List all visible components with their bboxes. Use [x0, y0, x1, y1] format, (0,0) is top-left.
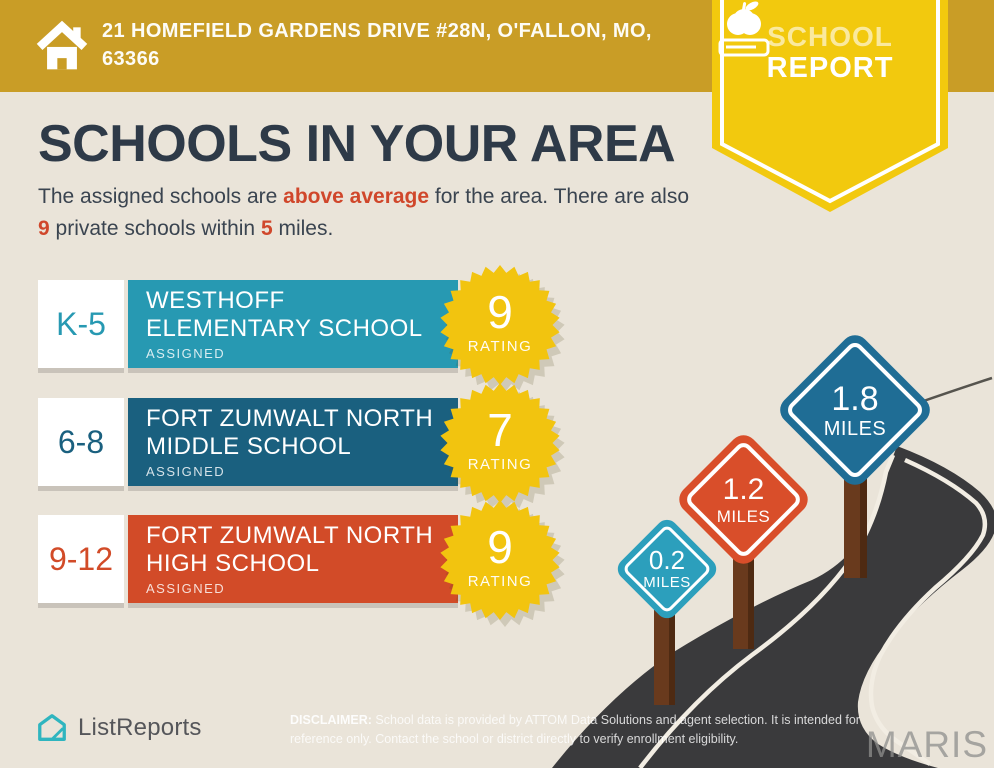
- rating-label: RATING: [467, 573, 533, 590]
- sign-post-1-8: [844, 476, 867, 578]
- school-bar: [128, 515, 458, 603]
- sign-post-1-2: [733, 554, 754, 649]
- assigned-label: ASSIGNED: [146, 581, 226, 597]
- school-name-line2: ELEMENTARY SCHOOL: [146, 314, 423, 342]
- disclaimer-label: DISCLAIMER:: [290, 713, 372, 727]
- listreports-wordmark: ListReports: [78, 714, 202, 741]
- distance-sign-1-2-miles: [694, 450, 793, 549]
- school-name-line2: HIGH SCHOOL: [146, 549, 320, 577]
- disclaimer-body: School data is provided by ATTOM Data Solutions and agent selection. It is intended for reference only. Contact the school or district directly to verify enrollment eligibility.: [290, 713, 860, 746]
- sign-distance: 1.8: [831, 379, 879, 418]
- ribbon-school-label: SCHOOL: [767, 21, 893, 52]
- rating-value: 9: [487, 286, 513, 338]
- rating-label: RATING: [467, 456, 533, 473]
- disclaimer-text: [290, 711, 875, 749]
- subtitle-accent-text: 5: [260, 216, 273, 240]
- apple-book-icon: [712, 0, 776, 62]
- rating-label: RATING: [467, 338, 533, 355]
- sign-distance: 1.2: [722, 473, 765, 507]
- ribbon-report-label: REPORT: [766, 51, 894, 84]
- school-report-ribbon: [712, 0, 948, 222]
- subtitle-text: for the area. There are also: [429, 185, 690, 208]
- sign-unit: MILES: [716, 506, 771, 526]
- sign-unit: MILES: [823, 417, 887, 440]
- listreports-brand: [36, 712, 202, 744]
- school-name: [146, 522, 458, 577]
- school-bar: [128, 280, 458, 368]
- school-name-line2: MIDDLE SCHOOL: [146, 432, 352, 460]
- maris-watermark: MARIS: [865, 724, 988, 765]
- rating-badge-elementary: [440, 265, 560, 385]
- subtitle-text: The assigned schools are: [38, 185, 284, 208]
- sign-post-0-2: [654, 610, 675, 705]
- grade-range: K-5: [38, 280, 124, 368]
- property-address: 21 HOMEFIELD GARDENS DRIVE #28N, O'FALLON, MO, 63366: [102, 20, 652, 70]
- listreports-logo-icon: [36, 712, 68, 744]
- subtitle-text: miles.: [272, 216, 334, 240]
- rating-value: 7: [487, 404, 513, 456]
- school-name: [146, 405, 458, 460]
- sign-distance: 0.2: [648, 545, 686, 576]
- school-bar: [128, 398, 458, 486]
- school-name-line1: FORT ZUMWALT NORTH: [146, 404, 434, 432]
- school-name: [146, 287, 458, 342]
- school-name-line1: FORT ZUMWALT NORTH: [146, 521, 434, 549]
- rating-value: 9: [487, 521, 513, 573]
- grade-range: 6-8: [38, 398, 124, 486]
- subtitle-text: private schools within: [49, 216, 261, 240]
- assigned-label: ASSIGNED: [146, 346, 226, 362]
- page-subtitle: [38, 181, 693, 244]
- house-icon: [34, 18, 90, 74]
- sign-unit: MILES: [643, 574, 691, 592]
- subtitle-accent-text: above average: [283, 185, 430, 208]
- subtitle-accent-text: 9: [38, 216, 50, 240]
- rating-badge-high: [440, 500, 560, 620]
- page-title: SCHOOLS IN YOUR AREA: [38, 115, 676, 173]
- distance-sign-1-8-miles: [798, 353, 912, 467]
- school-name-line1: WESTHOFF: [146, 286, 285, 314]
- rating-badge-middle: [440, 383, 560, 503]
- grade-range: 9-12: [38, 515, 124, 603]
- assigned-label: ASSIGNED: [146, 464, 226, 480]
